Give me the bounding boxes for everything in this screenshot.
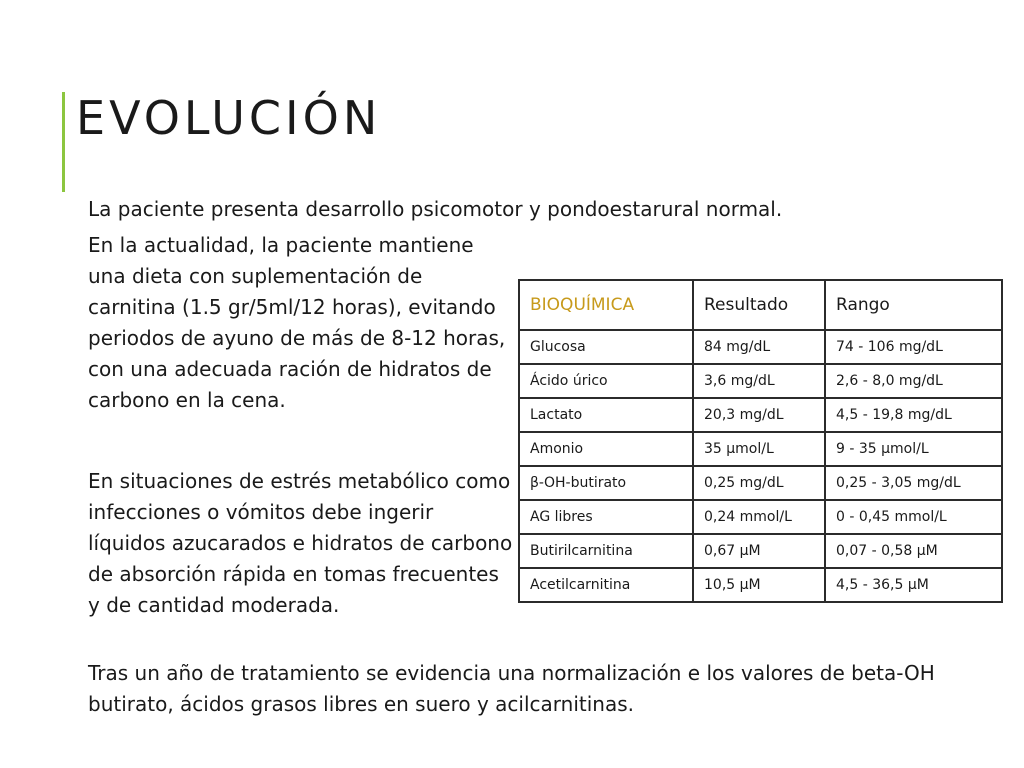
cell-result: 0,67 µM — [693, 534, 825, 568]
header-biochemistry: BIOQUÍMICA — [519, 280, 693, 330]
cell-result: 0,25 mg/dL — [693, 466, 825, 500]
paragraph-stress: En situaciones de estrés metabólico como infecciones o vómitos debe ingerir líquidos azucarados e hidratos de carbono de absorción rápida en tomas frecuentes y de cantidad moderada. — [88, 469, 513, 617]
table-row — [519, 364, 1002, 398]
table-row — [519, 466, 1002, 500]
table-row — [519, 500, 1002, 534]
cell-range: 0,07 - 0,58 µM — [825, 534, 1002, 568]
table-row — [519, 568, 1002, 602]
slide-title: EVOLUCIÓN — [76, 91, 382, 145]
cell-range: 0 - 0,45 mmol/L — [825, 500, 1002, 534]
cell-range: 0,25 - 3,05 mg/dL — [825, 466, 1002, 500]
cell-range: 4,5 - 19,8 mg/dL — [825, 398, 1002, 432]
header-result: Resultado — [693, 280, 825, 330]
table-header-row — [519, 280, 1002, 330]
table-row — [519, 534, 1002, 568]
cell-parameter: AG libres — [519, 500, 693, 534]
cell-result: 10,5 µM — [693, 568, 825, 602]
cell-range: 4,5 - 36,5 µM — [825, 568, 1002, 602]
biochemistry-table — [518, 279, 1003, 603]
paragraph-outcome: Tras un año de tratamiento se evidencia una normalización e los valores de beta-OH butirato, ácidos grasos libres en suero y acilcarnitinas. — [88, 661, 935, 716]
cell-result: 3,6 mg/dL — [693, 364, 825, 398]
cell-parameter: Glucosa — [519, 330, 693, 364]
table-row — [519, 330, 1002, 364]
cell-parameter: Butirilcarnitina — [519, 534, 693, 568]
table-row — [519, 398, 1002, 432]
cell-parameter: β-OH-butirato — [519, 466, 693, 500]
table-row — [519, 432, 1002, 466]
cell-parameter: Acetilcarnitina — [519, 568, 693, 602]
cell-result: 35 µmol/L — [693, 432, 825, 466]
cell-parameter: Ácido úrico — [519, 364, 693, 398]
cell-result: 20,3 mg/dL — [693, 398, 825, 432]
cell-range: 9 - 35 µmol/L — [825, 432, 1002, 466]
cell-parameter: Lactato — [519, 398, 693, 432]
cell-parameter: Amonio — [519, 432, 693, 466]
cell-result: 84 mg/dL — [693, 330, 825, 364]
paragraph-diet: En la actualidad, la paciente mantiene una dieta con suplementación de carnitina (1.5 gr/5ml/12 horas), evitando periodos de ayuno de más de 8-12 horas, con una adecuada ración de hidratos de carbono en la cena. — [88, 233, 506, 412]
cell-range: 2,6 - 8,0 mg/dL — [825, 364, 1002, 398]
paragraph-development: La paciente presenta desarrollo psicomotor y pondoestarural normal. — [88, 197, 783, 221]
cell-range: 74 - 106 mg/dL — [825, 330, 1002, 364]
header-range: Rango — [825, 280, 1002, 330]
cell-result: 0,24 mmol/L — [693, 500, 825, 534]
title-accent-bar — [62, 92, 65, 192]
